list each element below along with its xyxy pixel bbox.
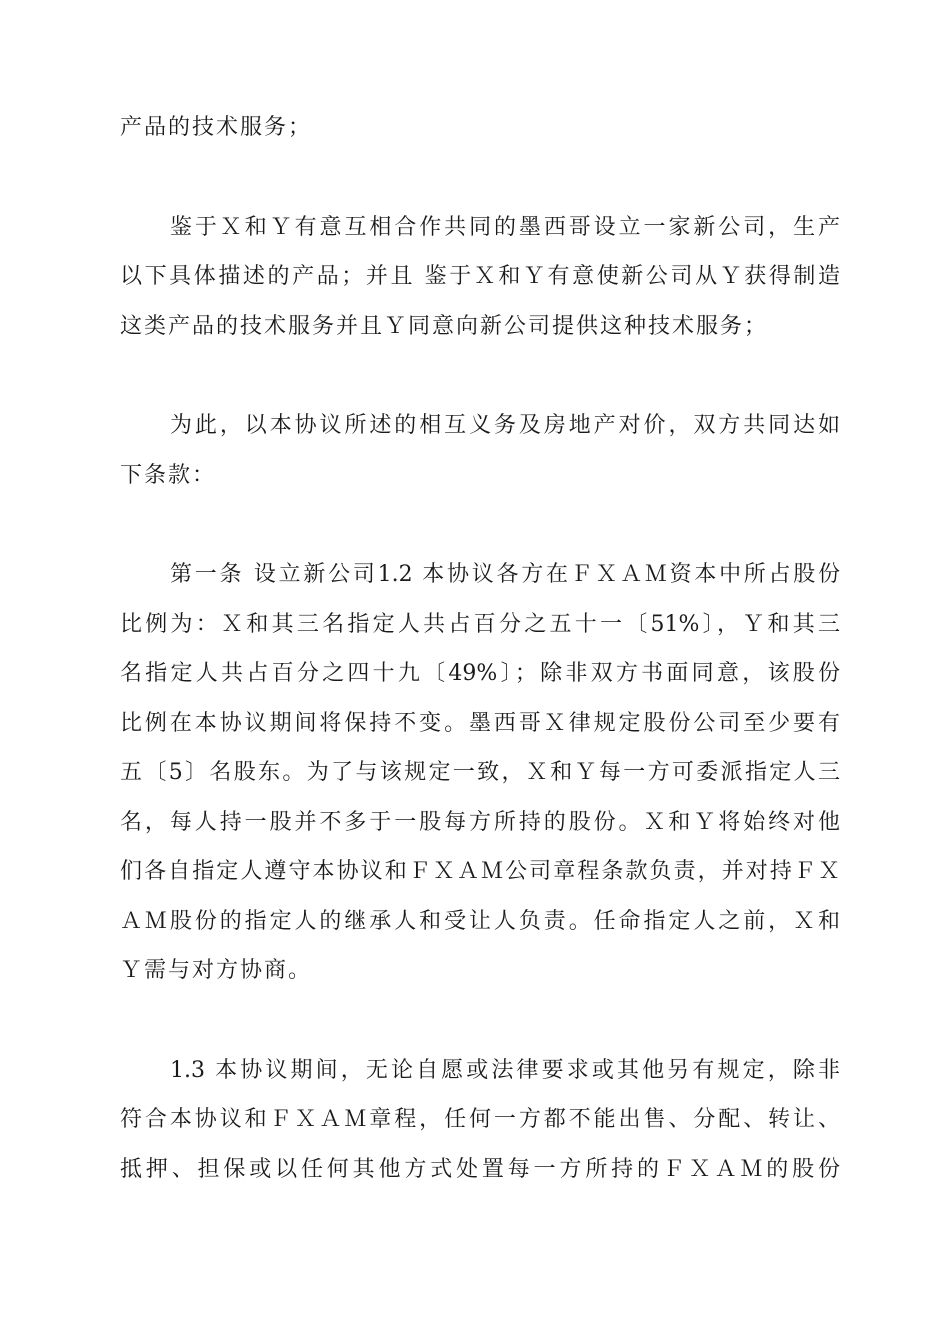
paragraph-2-line-1: 鉴于Ｘ和Ｙ有意互相合作共同的墨西哥设立一家新公司，生产 bbox=[170, 215, 840, 240]
paragraph-2-line-3: 这类产品的技术服务并且Ｙ同意向新公司提供这种技术服务； bbox=[120, 314, 769, 339]
paragraph-3-line-2: 下条款： bbox=[120, 463, 217, 488]
paragraph-5-line-2: 符合本协议和ＦＸＡＭ章程，任何一方都不能出售、分配、转让、 bbox=[120, 1107, 840, 1132]
paragraph-4-line-5: 五〔5〕名股东。为了与该规定一致，Ｘ和Ｙ每一方可委派指定人三 bbox=[120, 760, 840, 785]
paragraph-5-line-3: 抵押、担保或以任何其他方式处置每一方所持的ＦＸＡＭ的股份 bbox=[120, 1157, 840, 1182]
paragraph-2-line-2: 以下具体描述的产品；并且 鉴于Ｘ和Ｙ有意使新公司从Ｙ获得制造 bbox=[120, 264, 840, 289]
paragraph-4-line-9: Ｙ需与对方协商。 bbox=[120, 958, 313, 983]
paragraph-4-line-7: 们各自指定人遵守本协议和ＦＸＡＭ公司章程条款负责，并对持ＦＸ bbox=[120, 859, 840, 884]
paragraph-4-line-1: 第一条 设立新公司1.2 本协议各方在ＦＸＡＭ资本中所占股份 bbox=[170, 562, 840, 587]
paragraph-4-line-6: 名，每人持一股并不多于一股每方所持的股份。Ｘ和Ｙ将始终对他 bbox=[120, 810, 840, 835]
paragraph-4-line-3: 名指定人共占百分之四十九〔49%〕；除非双方书面同意，该股份 bbox=[120, 661, 840, 686]
paragraph-4-line-4: 比例在本协议期间将保持不变。墨西哥Ｘ律规定股份公司至少要有 bbox=[120, 711, 840, 736]
paragraph-5-line-1: 1.3 本协议期间，无论自愿或法律要求或其他另有规定，除非 bbox=[170, 1058, 840, 1083]
paragraph-4-line-2: 比例为：Ｘ和其三名指定人共占百分之五十一〔51%〕，Ｙ和其三 bbox=[120, 612, 840, 637]
paragraph-1-line-1: 产品的技术服务； bbox=[120, 115, 313, 140]
paragraph-4-line-8: ＡＭ股份的指定人的继承人和受让人负责。任命指定人之前，Ｘ和 bbox=[120, 909, 840, 934]
paragraph-3-line-1: 为此，以本协议所述的相互义务及房地产对价，双方共同达如 bbox=[170, 413, 840, 438]
